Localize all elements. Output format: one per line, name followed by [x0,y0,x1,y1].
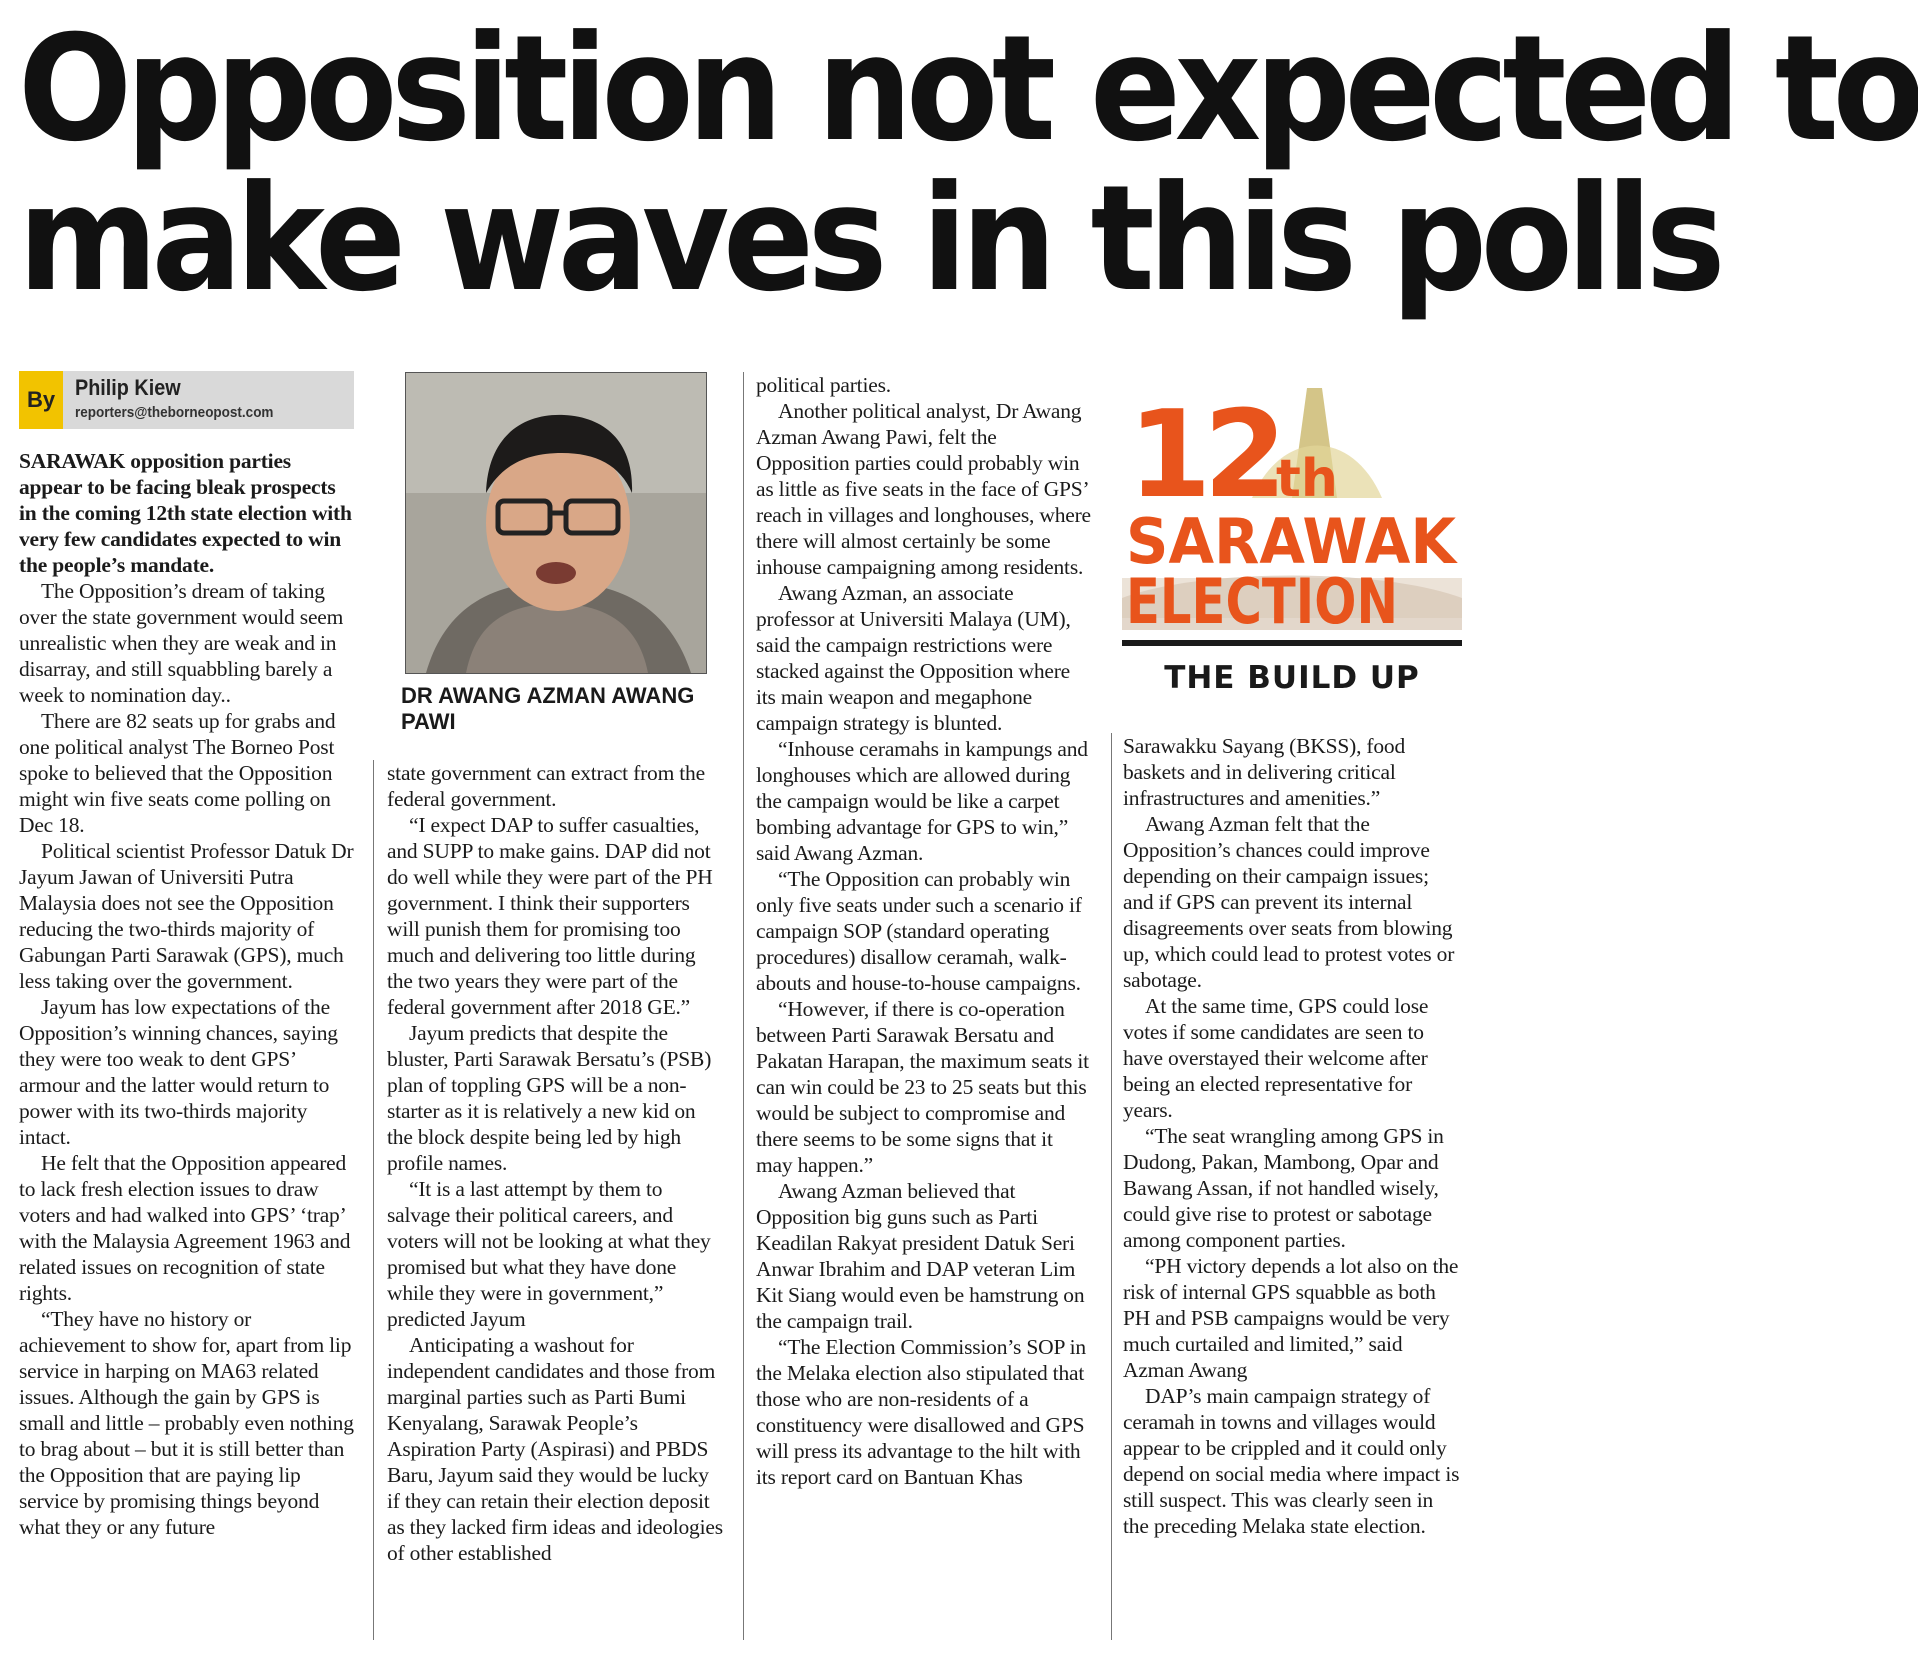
article-column-2 [387,760,725,1566]
paragraph: “The seat wrangling among GPS in Dudong, Pakan, Mambong, Opar and Bawang Assan, if not handled wisely, could give rise to protest or sabotage among component parties. [1123,1124,1444,1252]
paragraph: “PH victory depends a lot also on the risk of internal GPS squabble as both PH and PSB campaigns would be very much curtailed and limited,” said Azman Awang [1123,1254,1459,1382]
paragraph: There are 82 seats up for grabs and one political analyst The Borneo Post spoke to believed that the Opposition might win five seats come polling on Dec 18. [19,709,336,837]
paragraph: “Inhouse ceramahs in kampungs and longhouses which are allowed during the campaign would be like a carpet bombing advantage for GPS to win,” said Awang Azman. [756,737,1088,865]
byline-by-label: By [19,371,63,429]
byline-author: Philip Kiew [75,375,181,400]
logo-word-sarawak: SARAWAK [1126,505,1458,578]
paragraph: state government can extract from the federal government. [387,761,705,811]
byline-email: reporters@theborneopost.com [75,404,274,421]
paragraph: Another political analyst, Dr Awang Azman Awang Pawi, felt the Opposition parties could probably win as little as five seats in the face of GPS’ reach in villages and longhouses, where there will almost certainly be some inhouse campaigning among residents. [756,399,1091,579]
article-column-1 [19,448,357,1540]
paragraph: Jayum predicts that despite the bluster, Parti Sarawak Bersatu’s (PSB) plan of toppling GPS will be a non-starter as it is relatively a new kid on the block despite being led by high profile names. [387,1021,712,1175]
paragraph: “They have no history or achievement to show for, apart from lip service in harping on MA63 related issues. Although the gain by GPS is small and little – probably even nothing to brag about – but it is still better than the Opposition that are paying lip service by promising things beyond what they or any future [19,1307,354,1539]
article-column-3 [756,372,1094,1490]
column-divider [1111,733,1112,1640]
portrait-photo [405,372,707,674]
paragraph: Awang Azman felt that the Opposition’s chances could improve depending on their campaign issues; and if GPS can prevent its internal disagreements over seats from blowing up, which could lead to protest votes or sabotage. [1123,812,1455,992]
headline-line-1: Opposition not expected to [18,4,1918,174]
photo-caption: DR AWANG AZMAN AWANG PAWI [401,683,695,734]
paragraph: Awang Azman believed that Opposition big guns such as Parti Keadilan Rakyat president Datuk Seri Anwar Ibrahim and DAP veteran Lim Kit Siang would even be hamstrung on the campaign trail. [756,1179,1085,1333]
paragraph: At the same time, GPS could lose votes if some candidates are seen to have overstayed their welcome after being an elected representative for years. [1123,994,1429,1122]
paragraph: “However, if there is co-operation between Parti Sarawak Bersatu and Pakatan Harapan, the maximum seats it can win could be 23 to 25 seats but this would be subject to compromise and there seems to be some signs that it may happen.” [756,997,1089,1177]
paragraph: “It is a last attempt by them to salvage their political careers, and voters will not be looking at what they promised but what they have done while they were in government,” predicted Jayum [387,1177,711,1331]
logo-suffix: th [1276,449,1338,509]
paragraph: Awang Azman, an associate professor at Universiti Malaya (UM), said the campaign restrictions were stacked against the Opposition where its main weapon and megaphone campaign strategy is blunted. [756,581,1071,735]
column-divider [743,372,744,1640]
paragraph: political parties. [756,373,891,397]
paragraph: “The Election Commission’s SOP in the Melaka election also stipulated that those who are non-residents of a constituency were disallowed and GPS will press its advantage to the hilt with its report card on Bantuan Khas [756,1335,1086,1489]
paragraph: Anticipating a washout for independent candidates and those from marginal parties such as Parti Bumi Kenyalang, Sarawak People’s Aspiration Party (Aspirasi) and PBDS Baru, Jayum said they would be lucky if they can retain their election deposit as they lacked firm ideas and ideologies of other established [387,1333,723,1565]
election-logo-graphic [1122,368,1462,658]
headline-line-2: make waves in this polls [18,154,1720,324]
byline [19,371,354,429]
paragraph: “I expect DAP to suffer casualties, and SUPP to make gains. DAP did not do well while they were part of the PH government. I think their supporters will punish them for promising too much and delivering too little during the two years they were part of the federal government after 2018 GE.” [387,813,713,1019]
portrait-illustration [406,373,706,673]
paragraph: Political scientist Professor Datuk Dr Jayum Jawan of Universiti Putra Malaysia does not see the Opposition reducing the two-thirds majority of Gabungan Parti Sarawak (GPS), much less taking over the government. [19,839,354,993]
headline [18,4,1918,324]
logo-number: 12 [1128,386,1279,525]
column-divider [373,760,374,1640]
logo-word-election: ELECTION [1126,565,1398,638]
paragraph: He felt that the Opposition appeared to lack fresh election issues to draw voters and had walked into GPS’ ‘trap’ with the Malaysia Agreement 1963 and related issues on recognition of state rights. [19,1151,351,1305]
paragraph: Sarawakku Sayang (BKSS), food baskets and in delivering critical infrastructures and amenities.” [1123,734,1406,810]
logo-rule [1122,640,1462,646]
article-column-4 [1123,733,1461,1539]
lead-paragraph: SARAWAK opposition parties appear to be facing bleak prospects in the coming 12th state election with very few candidates expected to win the people’s mandate. [19,449,352,577]
paragraph: DAP’s main campaign strategy of ceramah in towns and villages would appear to be crippled and it could only depend on social media where impact is still suspect. This was clearly seen in the preceding Melaka state election. [1123,1384,1460,1538]
logo-tagline: THE BUILD UP [1164,660,1420,696]
paragraph: The Opposition’s dream of taking over the state government would seem unrealistic when they are weak and in disarray, and still squabbling barely a week to nomination day.. [19,579,344,707]
paragraph: Jayum has low expectations of the Opposition’s winning chances, saying they were too weak to dent GPS’ armour and the latter would return to power with its two-thirds majority intact. [19,995,338,1149]
paragraph: “The Opposition can probably win only five seats under such a scenario if campaign SOP (standard operating procedures) disallow ceramah, walk-abouts and house-to-house campaigns. [756,867,1082,995]
election-logo [1122,368,1462,698]
